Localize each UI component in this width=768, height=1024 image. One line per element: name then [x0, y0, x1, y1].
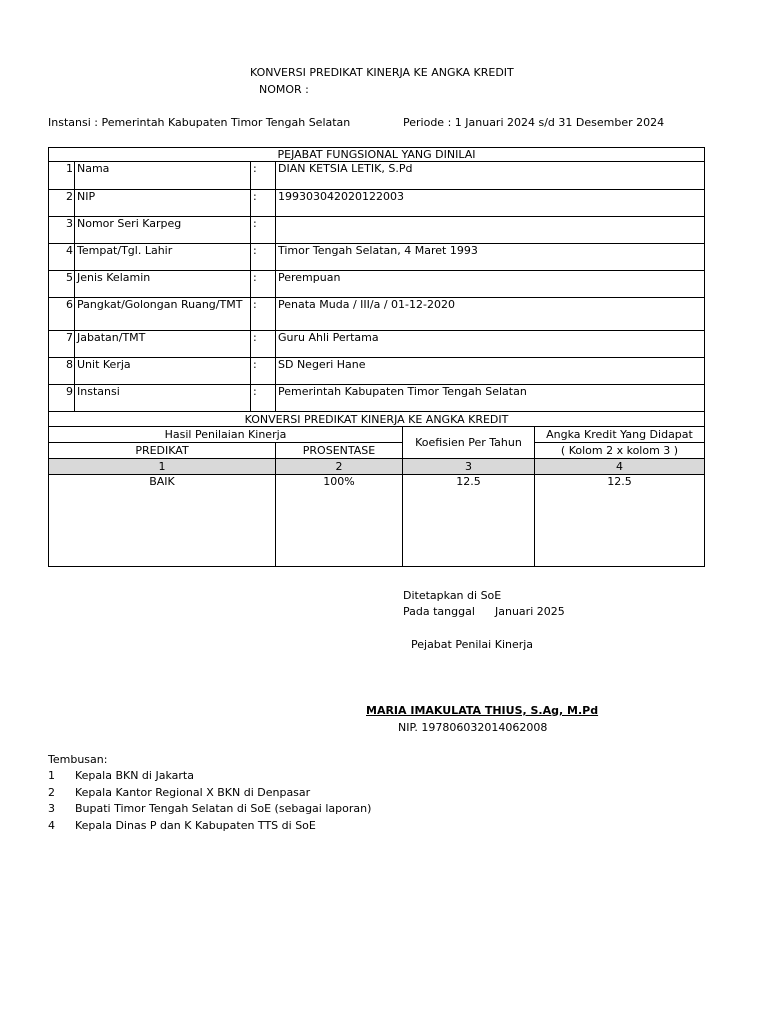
row-value: 199303042020122003	[276, 190, 705, 217]
row-value	[276, 217, 705, 244]
row-value: Perempuan	[276, 271, 705, 298]
hasil-penilaian-header: Hasil Penilaian Kinerja	[49, 427, 403, 443]
pada-tanggal-label: Pada tanggal	[403, 605, 475, 618]
tembusan-number: 2	[48, 786, 55, 799]
koefisien-header: Koefisien Per Tahun	[403, 427, 535, 459]
table-row	[49, 244, 705, 271]
row-separator: :	[251, 244, 276, 271]
angka-kredit-value: 12.5	[535, 475, 705, 567]
row-label: Nama	[75, 162, 251, 190]
row-label: Pangkat/Golongan Ruang/TMT	[75, 298, 251, 331]
column-number: 2	[276, 459, 403, 475]
instansi-line: Instansi : Pemerintah Kabupaten Timor Tengah Selatan	[48, 116, 351, 129]
table-row	[49, 385, 705, 412]
nomor-label: NOMOR :	[259, 83, 309, 96]
prosentase-header: PROSENTASE	[276, 443, 403, 459]
document-title: KONVERSI PREDIKAT KINERJA KE ANGKA KREDIT	[250, 66, 514, 79]
row-number: 7	[49, 331, 75, 358]
table-row	[49, 358, 705, 385]
row-separator: :	[251, 331, 276, 358]
row-number: 8	[49, 358, 75, 385]
row-separator: :	[251, 217, 276, 244]
row-label: Nomor Seri Karpeg	[75, 217, 251, 244]
row-number: 3	[49, 217, 75, 244]
formula-header: ( Kolom 2 x kolom 3 )	[535, 443, 705, 459]
prosentase-value: 100%	[276, 475, 403, 567]
row-label: Jabatan/TMT	[75, 331, 251, 358]
tembusan-number: 1	[48, 769, 55, 782]
tembusan-number: 3	[48, 802, 55, 815]
tembusan-item: Kepala Dinas P dan K Kabupaten TTS di SoE	[75, 819, 316, 832]
row-separator: :	[251, 358, 276, 385]
row-number: 9	[49, 385, 75, 412]
table-row	[49, 331, 705, 358]
result-row	[49, 475, 705, 567]
row-value: DIAN KETSIA LETIK, S.Pd	[276, 162, 705, 190]
tembusan-number: 4	[48, 819, 55, 832]
row-number: 2	[49, 190, 75, 217]
row-value: SD Negeri Hane	[276, 358, 705, 385]
row-value: Penata Muda / III/a / 01-12-2020	[276, 298, 705, 331]
ditetapkan-label: Ditetapkan di SoE	[403, 589, 502, 602]
section-title-pejabat: PEJABAT FUNGSIONAL YANG DINILAI	[49, 148, 705, 162]
assessment-table	[48, 147, 705, 567]
column-number: 3	[403, 459, 535, 475]
tembusan-item: Kepala BKN di Jakarta	[75, 769, 194, 782]
row-value: Guru Ahli Pertama	[276, 331, 705, 358]
tembusan-item: Bupati Timor Tengah Selatan di SoE (sebagai laporan)	[75, 802, 372, 815]
tembusan-title: Tembusan:	[48, 753, 108, 766]
angka-kredit-header: Angka Kredit Yang Didapat	[535, 427, 705, 443]
column-number-row	[49, 459, 705, 475]
predikat-header: PREDIKAT	[49, 443, 276, 459]
column-number: 4	[535, 459, 705, 475]
table-row	[49, 162, 705, 190]
table-row	[49, 298, 705, 331]
row-value: Timor Tengah Selatan, 4 Maret 1993	[276, 244, 705, 271]
row-number: 4	[49, 244, 75, 271]
table-row	[49, 190, 705, 217]
row-number: 5	[49, 271, 75, 298]
signer-role: Pejabat Penilai Kinerja	[411, 638, 534, 651]
row-label: Unit Kerja	[75, 358, 251, 385]
row-separator: :	[251, 385, 276, 412]
row-separator: :	[251, 190, 276, 217]
signer-nip: NIP. 197806032014062008	[398, 721, 548, 734]
row-label: NIP	[75, 190, 251, 217]
table-row	[49, 271, 705, 298]
row-number: 6	[49, 298, 75, 331]
predikat-value: BAIK	[49, 475, 276, 567]
koefisien-value: 12.5	[403, 475, 535, 567]
table-row	[49, 217, 705, 244]
column-number: 1	[49, 459, 276, 475]
tanggal-value: Januari 2025	[495, 605, 565, 618]
row-value: Pemerintah Kabupaten Timor Tengah Selatan	[276, 385, 705, 412]
periode-line: Periode : 1 Januari 2024 s/d 31 Desember 2024	[403, 116, 665, 129]
row-label: Tempat/Tgl. Lahir	[75, 244, 251, 271]
row-label: Jenis Kelamin	[75, 271, 251, 298]
section-title-konversi: KONVERSI PREDIKAT KINERJA KE ANGKA KREDIT	[49, 412, 705, 427]
tembusan-item: Kepala Kantor Regional X BKN di Denpasar	[75, 786, 311, 799]
row-number: 1	[49, 162, 75, 190]
row-label: Instansi	[75, 385, 251, 412]
row-separator: :	[251, 298, 276, 331]
row-separator: :	[251, 271, 276, 298]
row-separator: :	[251, 162, 276, 190]
signer-name: MARIA IMAKULATA THIUS, S.Ag, M.Pd	[366, 704, 599, 717]
